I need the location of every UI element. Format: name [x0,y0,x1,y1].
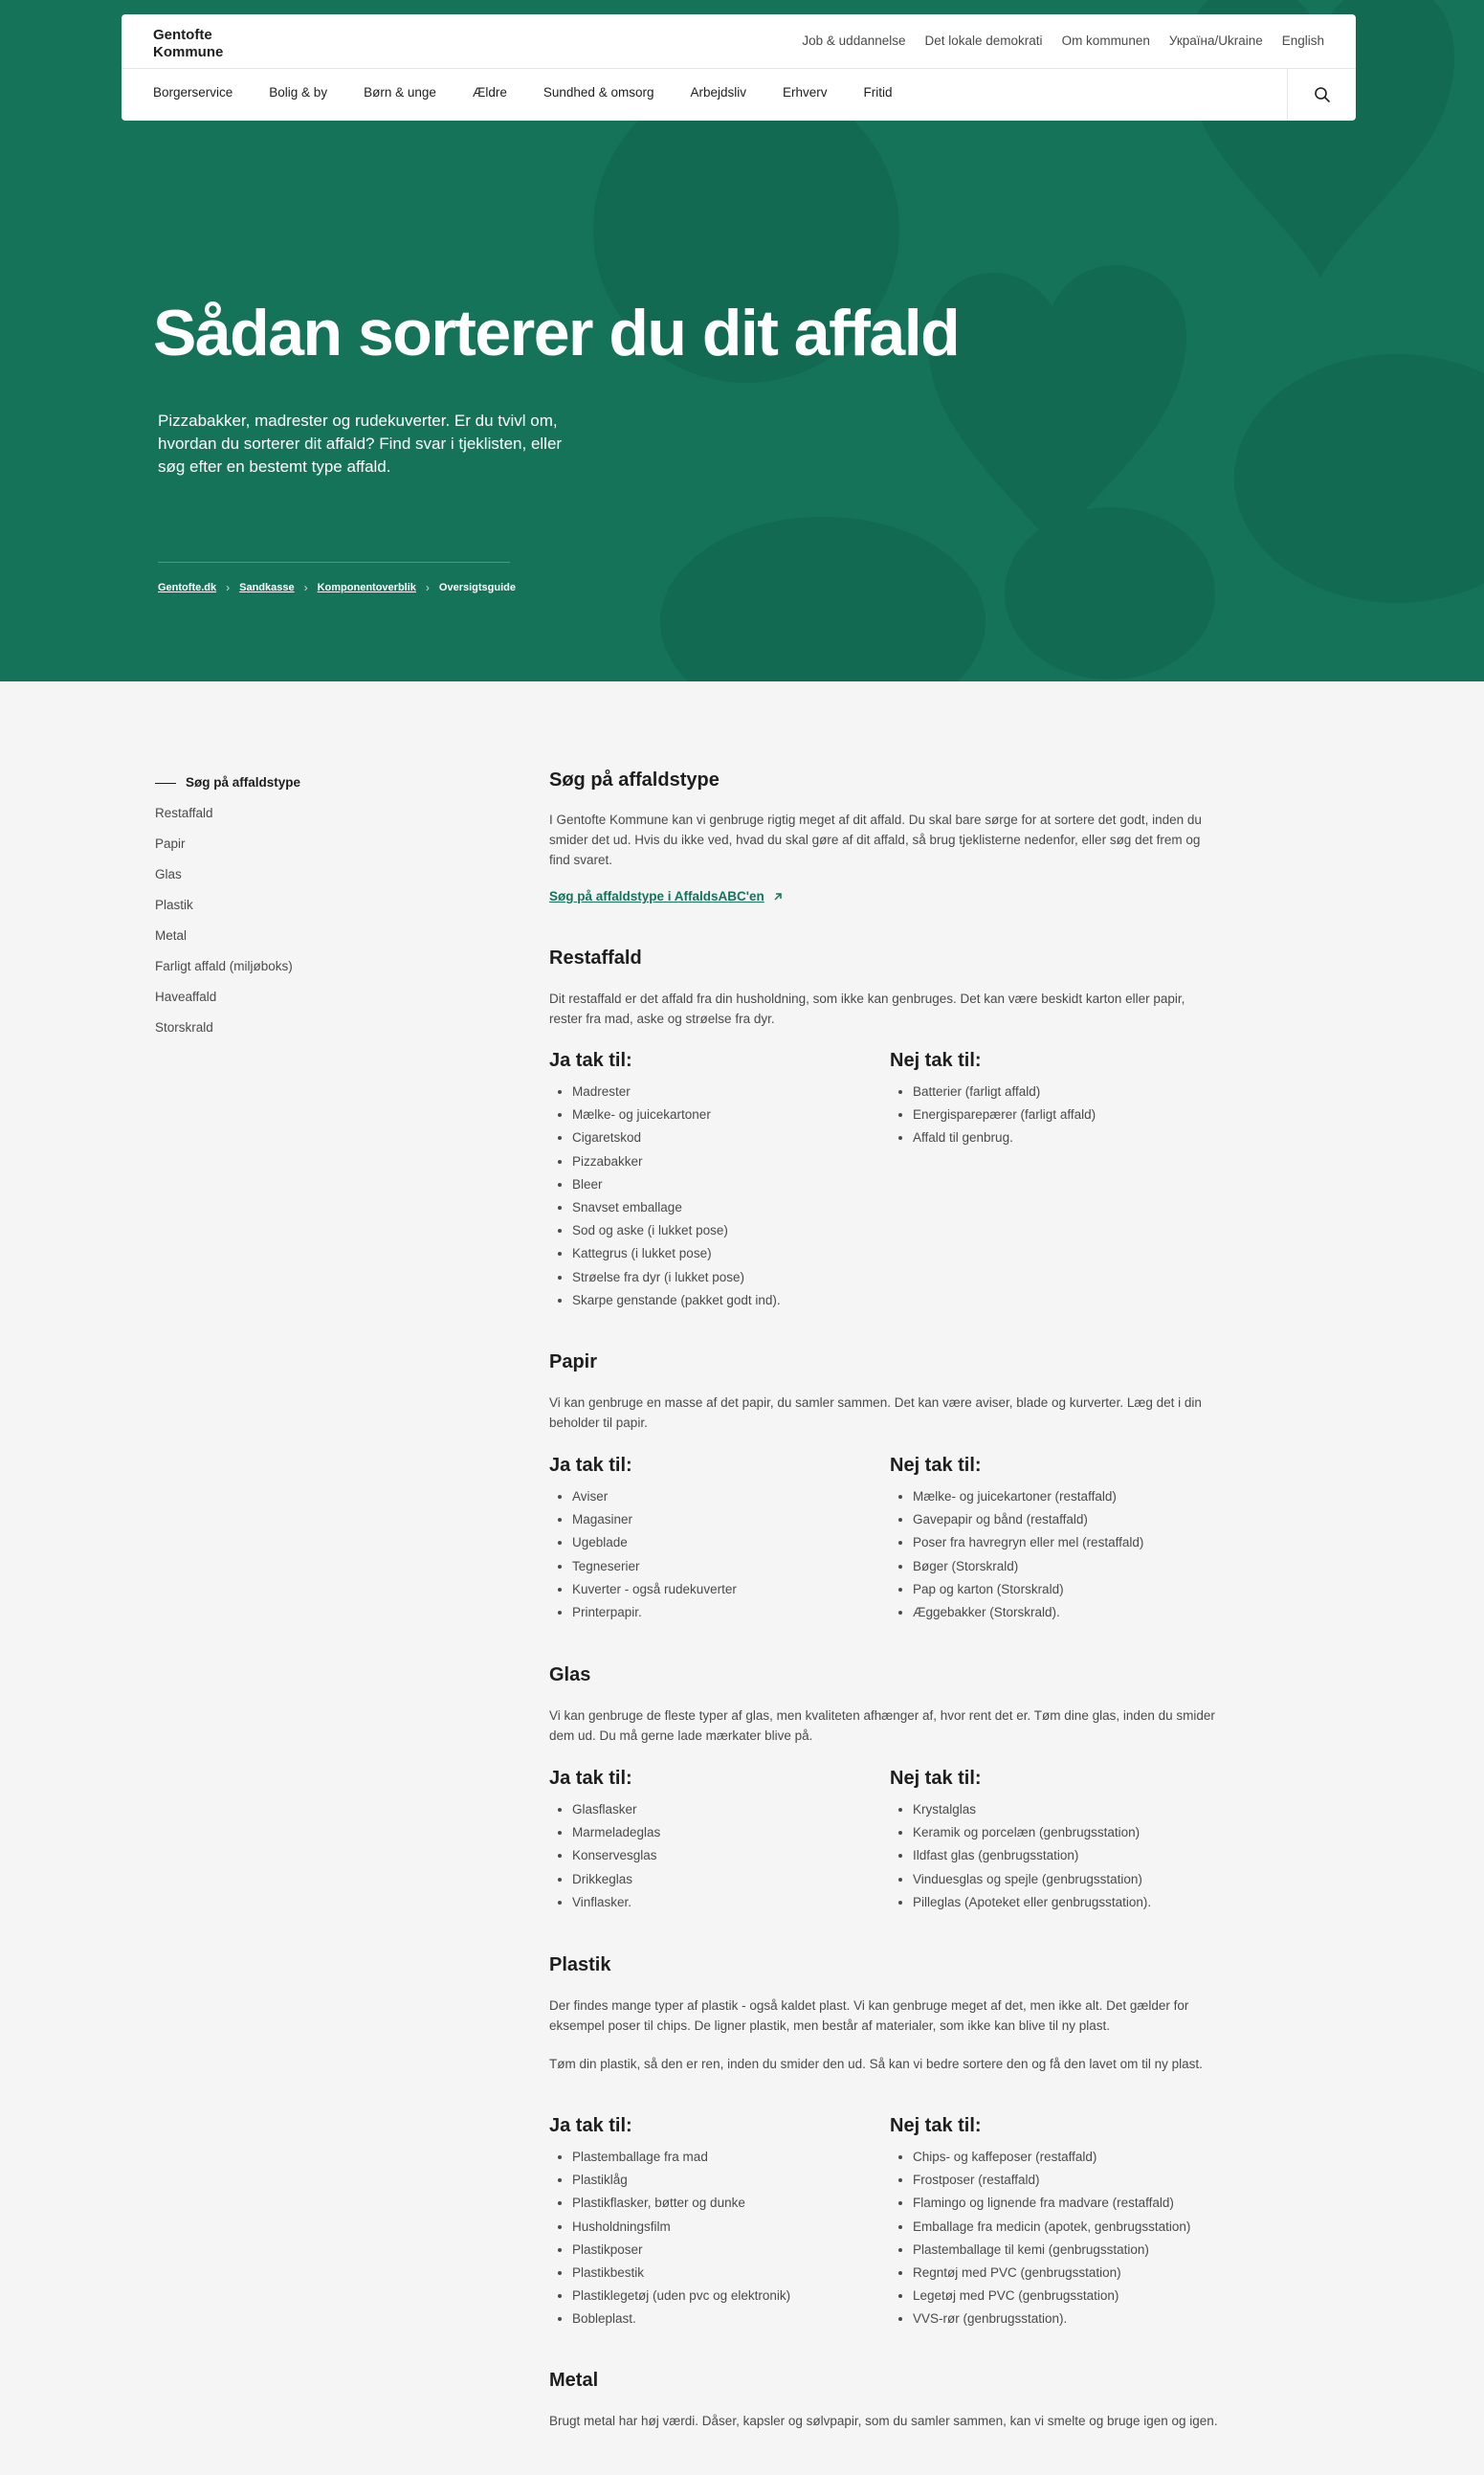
list-item: • Plastemballage til kemi (genbrugsstation) [913,2239,1215,2262]
list-item: • Snavset emballage [572,1196,875,1219]
plastik-yes-list [549,2146,875,2331]
list-item: • Husholdningsfilm [572,2216,875,2239]
sidebar-item-farligt-affald[interactable]: Farligt affald (miljøboks) [155,959,293,973]
active-indicator [155,783,176,784]
list-item: • Mælke- og juicekartoner (restaffald) [913,1485,1215,1508]
chevron-right-icon: › [425,581,430,594]
section-title-metal: Metal [549,2370,599,2391]
section-text-metal: Brugt metal har høj værdi. Dåser, kapsler og sølvpapir, som du samler sammen, kan vi smelte og bruge igen og igen. [549,2414,1218,2428]
list-item: • Ugeblade [572,1531,875,1554]
list-item: • Poser fra havregryn eller mel (restaffald) [913,1531,1215,1554]
plastik-no-list [890,2146,1215,2331]
breadcrumb-item-gentofte[interactable]: Gentofte.dk [158,582,217,593]
yes-heading: Ja tak til: [549,2115,632,2136]
list-item: • Æggebakker (Storskrald). [913,1601,1215,1624]
list-item: • Ildfast glas (genbrugsstation) [913,1844,1215,1867]
list-item: • Skarpe genstande (pakket godt ind). [572,1289,875,1312]
list-item: • Flamingo og lignende fra madvare (restaffald) [913,2192,1215,2215]
section-text-glas: Vi kan genbruge de fleste typer af glas, men kvaliteten afhænger af, hvor rent det er. Tøm dine glas, inden du smider dem ud. Du må gerne lade mærkater blive på. [549,1708,1215,1743]
restaffald-yes-list [549,1081,875,1312]
list-item: • Plastikposer [572,2239,875,2262]
list-item: • Cigaretskod [572,1126,875,1149]
top-link-ukraine[interactable]: Україна/Ukraine [1168,33,1263,48]
logo-line-1: Gentofte [153,27,212,43]
hero-intro: Pizzabakker, madrester og rudekuverter. Er du tvivl om, hvordan du sorterer dit affald? Find svar i tjeklisten, eller søg efter en bestemt type affald. [158,412,563,476]
list-item: • Vinduesglas og spejle (genbrugsstation) [913,1868,1215,1891]
list-item: • Strøelse fra dyr (i lukket pose) [572,1266,875,1289]
nav-item-erhverv[interactable]: Erhverv [783,85,828,100]
section-title-papir: Papir [549,1351,598,1372]
papir-no-list [890,1485,1215,1624]
header-divider [122,68,1356,69]
sidebar-item-sog[interactable] [155,773,442,804]
list-item: • Legetøj med PVC (genbrugsstation) [913,2285,1215,2308]
affaldsabc-link[interactable] [549,889,784,903]
no-heading: Nej tak til: [890,1455,982,1476]
section-title-restaffald: Restaffald [549,948,642,969]
list-item: • Gavepapir og bånd (restaffald) [913,1508,1215,1531]
papir-yes-list [549,1485,875,1624]
breadcrumb-item-komponentoverblik[interactable]: Komponentoverblik [317,582,416,593]
external-arrow-icon [772,891,784,903]
list-item: • Printerpapir. [572,1601,875,1624]
page-sidebar-nav [155,773,442,1049]
breadcrumb-divider [158,562,510,563]
sidebar-item-haveaffald[interactable]: Haveaffald [155,990,217,1004]
chevron-right-icon: › [303,581,308,594]
nav-item-fritid[interactable]: Fritid [863,85,893,100]
breadcrumb-item-sandkasse[interactable]: Sandkasse [239,582,295,593]
search-button[interactable] [1287,69,1356,121]
no-heading: Nej tak til: [890,1050,982,1071]
list-item: • Pilleglas (Apoteket eller genbrugsstation). [913,1891,1215,1914]
section-title-plastik: Plastik [549,1954,611,1975]
top-link-om-kommunen[interactable]: Om kommunen [1061,33,1150,48]
list-item: • Pap og karton (Storskrald) [913,1578,1215,1601]
section-text-plastik-2: Tøm din plastik, så den er ren, inden du smider den ud. Så kan vi bedre sortere den og få den lavet om til ny plast. [549,2057,1203,2071]
nav-item-bolig-by[interactable]: Bolig & by [269,85,328,100]
list-item: • Mælke- og juicekartoner [572,1104,875,1126]
list-item: • Sod og aske (i lukket pose) [572,1219,875,1242]
list-item: • Affald til genbrug. [913,1126,1215,1149]
main-nav [153,83,929,102]
list-item: • Pizzabakker [572,1150,875,1173]
list-item: • Emballage fra medicin (apotek, genbrugsstation) [913,2216,1215,2239]
section-text-papir: Vi kan genbruge en masse af det papir, du samler sammen. Det kan være aviser, blade og kurverter. Læg det i din beholder til papir. [549,1395,1202,1430]
list-item: • Aviser [572,1485,875,1508]
top-links [783,32,1324,51]
sidebar-item-metal[interactable]: Metal [155,928,188,943]
list-item: • Plastiklåg [572,2169,875,2192]
nav-item-aeldre[interactable]: Ældre [472,85,507,100]
list-item: • Batterier (farligt affald) [913,1081,1215,1104]
list-item: • Madrester [572,1081,875,1104]
top-link-english[interactable]: English [1281,33,1324,48]
search-icon [1314,86,1331,103]
affaldsabc-link-label: Søg på affaldstype i AffaldsABC'en [549,889,764,903]
list-item: • Frostposer (restaffald) [913,2169,1215,2192]
list-item: • Krystalglas [913,1798,1215,1821]
list-item: • Energisparepærer (farligt affald) [913,1104,1215,1126]
list-item: • Bleer [572,1173,875,1196]
yes-heading: Ja tak til: [549,1455,632,1476]
top-link-job[interactable]: Job & uddannelse [802,33,906,48]
list-item: • Keramik og porcelæn (genbrugsstation) [913,1821,1215,1844]
list-item: • Magasiner [572,1508,875,1531]
list-item: • Konservesglas [572,1844,875,1867]
list-item: • Plastikflasker, bøtter og dunke [572,2192,875,2215]
sidebar-item-papir[interactable]: Papir [155,836,186,851]
no-heading: Nej tak til: [890,2115,982,2136]
list-item: • Bøger (Storskrald) [913,1555,1215,1578]
site-header [122,14,1356,121]
nav-item-borgerservice[interactable]: Borgerservice [153,85,233,100]
list-item: • Plastemballage fra mad [572,2146,875,2169]
list-item: • Kattegrus (i lukket pose) [572,1242,875,1265]
breadcrumb-current: Oversigtsguide [438,582,516,593]
list-item: • Chips- og kaffeposer (restaffald) [913,2146,1215,2169]
section-text-plastik-1: Der findes mange typer af plastik - også kaldet plast. Vi kan genbruge meget af det, men ikke alt. Det gælder for eksempel poser til chips. De ligner plastik, men består af materialer, som ikke kan blive til ny plast. [549,1998,1189,2033]
list-item: • Glasflasker [572,1798,875,1821]
nav-item-sundhed-omsorg[interactable]: Sundhed & omsorg [543,85,654,100]
nav-item-born-unge[interactable]: Børn & unge [364,85,436,100]
section-title-sog: Søg på affaldstype [549,769,720,791]
hero-banner [0,0,1484,681]
page-title: Sådan sorterer du dit affald [153,297,960,369]
yes-heading: Ja tak til: [549,1050,632,1071]
sidebar-item-restaffald[interactable]: Restaffald [155,806,213,820]
list-item: • Marmeladeglas [572,1821,875,1844]
list-item: • Drikkeglas [572,1868,875,1891]
list-item: • Kuverter - også rudekuverter [572,1578,875,1601]
list-item: • Plastikbestik [572,2262,875,2285]
section-title-glas: Glas [549,1664,591,1685]
glas-no-list [890,1798,1215,1914]
no-heading: Nej tak til: [890,1768,982,1789]
yes-heading: Ja tak til: [549,1768,632,1789]
list-item: • VVS-rør (genbrugsstation). [913,2308,1215,2330]
restaffald-no-list [890,1081,1215,1150]
logo-line-2: Kommune [153,44,224,60]
section-text-restaffald: Dit restaffald er det affald fra din husholdning, som ikke kan genbruges. Det kan være beskidt karton eller papir, rester fra mad, aske og strøelse fra dyr. [549,992,1185,1026]
sidebar-item-glas[interactable]: Glas [155,867,182,881]
list-item: • Plastiklegetøj (uden pvc og elektronik) [572,2285,875,2308]
top-link-demokrati[interactable]: Det lokale demokrati [924,33,1043,48]
section-text-sog: I Gentofte Kommune kan vi genbruge rigtig meget af dit affald. Du skal bare sørge for at sortere det godt, inden du smider det ud. Hvis du ikke ved, hvad du skal gøre af dit affald, så brug tjeklisterne nedenfor, eller søg det frem og find svaret. [549,813,1202,867]
list-item: • Regntøj med PVC (genbrugsstation) [913,2262,1215,2285]
list-item: • Bobleplast. [572,2308,875,2330]
sidebar-item-label: Søg på affaldstype [186,775,301,790]
sidebar-item-plastik[interactable]: Plastik [155,898,193,912]
list-item: • Vinflasker. [572,1891,875,1914]
glas-yes-list [549,1798,875,1914]
chevron-right-icon: › [226,581,231,594]
nav-item-arbejdsliv[interactable]: Arbejdsliv [690,85,746,100]
breadcrumb [158,581,516,594]
logo[interactable] [153,27,268,65]
list-item: • Tegneserier [572,1555,875,1578]
sidebar-item-storskrald[interactable]: Storskrald [155,1020,213,1035]
